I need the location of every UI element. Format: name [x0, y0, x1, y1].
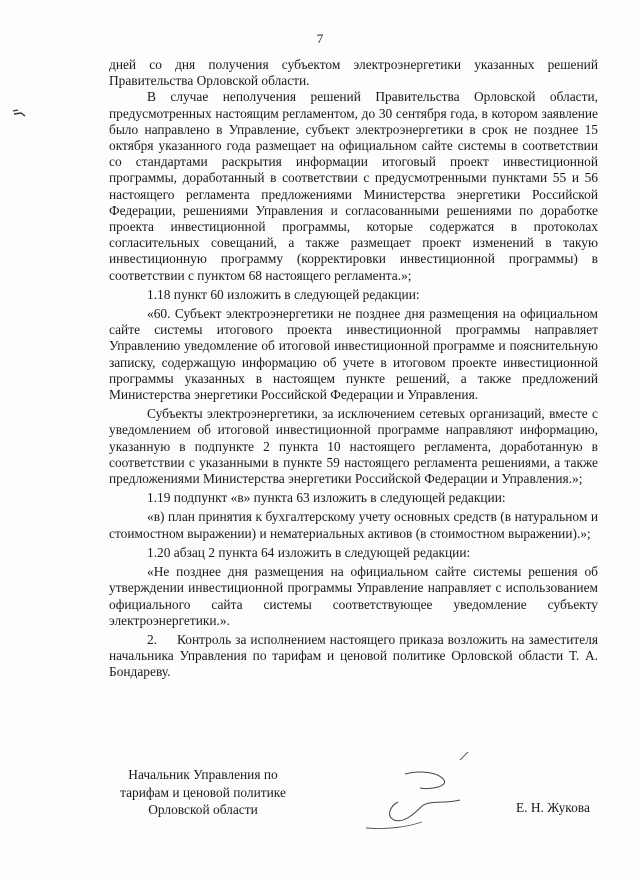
- margin-mark-icon: [12, 109, 26, 117]
- signatory-title-line: Орловской области: [148, 802, 258, 817]
- paragraph: «Не позднее дня размещения на официальном сайте системы решения об утверждении инвестиционной программы Управление направляет с использованием официального сайта системы соответствующее уведомление субъекту электроэнергетики.».: [109, 564, 598, 628]
- page-number: 7: [316, 31, 324, 46]
- amendment-heading: 1.20 абзац 2 пункта 64 изложить в следующей редакции:: [147, 544, 471, 560]
- handwritten-signature: [350, 750, 490, 840]
- amendment-heading: 1.18 пункт 60 изложить в следующей редакции:: [147, 286, 420, 302]
- paragraph: «60. Субъект электроэнергетики не позднее дня размещения на официальном сайте системы итогового проекта инвестиционной программы направляет Управлению уведомление об итоговой инвестиционной программе и пояснительную записку, содержащую информацию об учете в итоговом проекте инвестиционной программы указанных в настоящем пункте решений, а также предложений Министерства энергетики Российской Федерации и Управления.: [109, 306, 598, 403]
- paragraph: 2. Контроль за исполнением настоящего приказа возложить на заместителя начальника Управления по тарифам и ценовой политике Орловской области Т. А. Бондареву.: [109, 631, 598, 680]
- paragraph: В случае неполучения решений Правительства Орловской области, предусмотренных настоящим регламентом, до 30 сентября года, в котором заявление было направлено в Управление, субъект электроэнергетики в срок не позднее 15 октября указанного года размещает на официальном сайте системы в соответствии со стандартами раскрытия информации итоговый проект инвестиционной программы, доработанный в соответствии с предусмотренными пунктами 55 и 56 настоящего регламента предложениями Министерства энергетики Российской Федерации, решениями Управления и согласованными решениями по доработке проекта инвестиционной программы, которые содержатся в протоколах согласительных совещаний, а также размещает проект изменений в такую инвестиционную программу (корректировки инвестиционной программы) в соответствии с пунктом 68 настоящего регламента.»;: [109, 89, 598, 283]
- signatory-name: Е. Н. Жукова: [516, 800, 590, 815]
- signatory-title: [108, 766, 298, 819]
- signatory-title-line: Начальник Управления по: [128, 767, 278, 782]
- amendment-heading: 1.19 подпункт «в» пункта 63 изложить в следующей редакции:: [147, 490, 506, 506]
- document-body: [109, 57, 598, 681]
- paragraph: дней со дня получения субъектом электроэнергетики указанных решений Правительства Орловской области.: [109, 57, 598, 89]
- signatory-title-line: тарифам и ценовой политике: [120, 784, 286, 800]
- paragraph: Субъекты электроэнергетики, за исключением сетевых организаций, вместе с уведомлением об итоговой инвестиционной программе направляют информацию, указанную в подпункте 2 пункта 10 настоящего регламента, доработанную в соответствии с указанными в пункте 59 настоящего регламента решениями, а также предложениями Министерства энергетики Российской Федерации и Управления.»;: [109, 406, 598, 487]
- paragraph: «в) план принятия к бухгалтерскому учету основных средств (в натуральном и стоимостном выражении) и нематериальных активов (в стоимостном выражении).»;: [109, 509, 598, 541]
